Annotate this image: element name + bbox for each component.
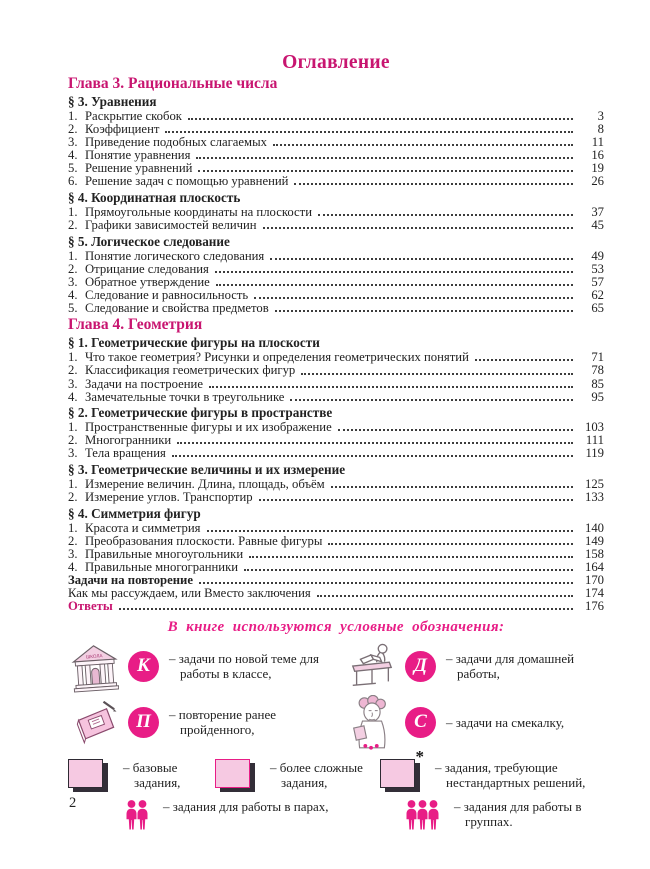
legend-text-nonstandard: – задания, требующие нестандартных решений, bbox=[435, 759, 586, 790]
toc-entry-page: 62 bbox=[591, 287, 604, 302]
toc-entry-page: 3 bbox=[597, 109, 604, 124]
toc-entry-number: 2. bbox=[68, 122, 78, 137]
toc-entry bbox=[68, 263, 604, 276]
toc-entry-page: 140 bbox=[584, 520, 604, 535]
legend-item-homework bbox=[345, 641, 604, 693]
notebook-icon bbox=[68, 701, 122, 745]
toc-entry bbox=[68, 378, 604, 391]
toc-entry bbox=[68, 548, 604, 561]
toc-entry bbox=[68, 522, 604, 535]
dotted-leader bbox=[249, 556, 573, 558]
toc-entry-title: Понятие логического следования bbox=[85, 248, 265, 263]
toc-entry bbox=[68, 302, 604, 315]
toc-entry-page: 53 bbox=[591, 261, 604, 276]
toc-entry-title: Следование и равносильность bbox=[85, 287, 249, 302]
toc-entry-number: 3. bbox=[68, 135, 78, 150]
toc-entry-number: 3. bbox=[68, 274, 78, 289]
toc-entry-number: 5. bbox=[68, 300, 78, 315]
toc-entry bbox=[68, 491, 604, 504]
dotted-leader bbox=[254, 297, 573, 299]
toc-entry-page: 103 bbox=[584, 420, 604, 435]
dotted-leader bbox=[275, 310, 573, 312]
chapter-heading: Глава 4. Геометрия bbox=[68, 316, 203, 334]
toc-entry-title: Отрицание следования bbox=[85, 261, 209, 276]
page-number: 2 bbox=[69, 795, 77, 811]
dotted-leader bbox=[273, 144, 573, 146]
toc-entry-title: Графики зависимостей величин bbox=[85, 217, 257, 232]
toc-entry-title: Решение уравнений bbox=[85, 161, 193, 176]
toc-entry-page: 170 bbox=[584, 572, 604, 587]
toc-entry-title: Пространственные фигуры и их изображение bbox=[85, 420, 332, 435]
legend-text-advanced: – более сложные задания, bbox=[270, 759, 363, 790]
legend-circle-grid bbox=[68, 641, 604, 751]
toc-entry-page: 65 bbox=[591, 300, 604, 315]
toc-entry-title: Приведение подобных слагаемых bbox=[85, 135, 267, 150]
toc-entry-number: 2. bbox=[68, 433, 78, 448]
toc-entry-number: 3. bbox=[68, 546, 78, 561]
toc-entry-page: 133 bbox=[584, 489, 604, 504]
toc-entry-title: Задачи на повторение bbox=[68, 572, 193, 587]
toc-entry-number: 1. bbox=[68, 109, 78, 124]
legend-heading: В книге используются условные обозначения: bbox=[167, 618, 505, 635]
toc-entry-title: Измерение величин. Длина, площадь, объём bbox=[85, 476, 325, 491]
toc-entry-page: 16 bbox=[591, 148, 604, 163]
toc-entry-page: 8 bbox=[597, 122, 604, 137]
toc-entry-title: Классификация геометрических фигур bbox=[85, 363, 296, 378]
dotted-leader bbox=[177, 442, 573, 444]
toc-entry-number: 2. bbox=[68, 489, 78, 504]
dotted-leader bbox=[294, 183, 573, 185]
legend-text-smart: – задачи на смекалку, bbox=[446, 714, 565, 730]
dotted-leader bbox=[318, 214, 573, 216]
dotted-leader bbox=[119, 608, 573, 610]
school-icon bbox=[68, 641, 122, 693]
dotted-leader bbox=[244, 569, 573, 571]
legend-text-homework: – задачи для домашней работы, bbox=[446, 651, 575, 681]
legend-item-smart bbox=[345, 695, 604, 751]
toc-entry bbox=[68, 219, 604, 232]
toc-entry-page: 119 bbox=[585, 446, 604, 461]
legend-letter-d: Д bbox=[405, 651, 436, 682]
toc-entry-page: 71 bbox=[591, 350, 604, 365]
legend bbox=[68, 619, 604, 835]
toc-entry-number: 4. bbox=[68, 389, 78, 404]
toc-entry-page: 45 bbox=[591, 217, 604, 232]
toc-entry-page: 26 bbox=[591, 174, 604, 189]
toc-entry-page: 78 bbox=[591, 363, 604, 378]
dotted-leader bbox=[165, 131, 573, 133]
dotted-leader bbox=[338, 429, 573, 431]
dotted-leader bbox=[207, 530, 574, 532]
dotted-leader bbox=[328, 543, 573, 545]
nonstandard-task-swatch-icon bbox=[380, 746, 424, 788]
toc-entry-title: Измерение углов. Транспортир bbox=[85, 489, 253, 504]
dotted-leader bbox=[198, 170, 573, 172]
dotted-leader bbox=[290, 399, 573, 401]
dotted-leader bbox=[270, 258, 573, 260]
toc-entry-page: 95 bbox=[591, 389, 604, 404]
legend-item-basic bbox=[68, 759, 215, 790]
legend-item-classwork bbox=[68, 641, 345, 693]
toc-entry bbox=[68, 535, 604, 548]
toc-entry bbox=[68, 478, 604, 491]
toc-entry-title: Ответы bbox=[68, 598, 113, 613]
section-heading: § 5. Логическое следование bbox=[68, 233, 230, 249]
toc-entry-page: 49 bbox=[591, 248, 604, 263]
table-of-contents bbox=[68, 76, 604, 613]
toc-entry-number: 6. bbox=[68, 174, 78, 189]
desk-icon bbox=[345, 641, 399, 693]
dotted-leader bbox=[199, 582, 573, 584]
dotted-leader bbox=[209, 386, 573, 388]
toc-entry-title: Многогранники bbox=[85, 433, 172, 448]
legend-text-classwork: – задачи по новой теме для работы в классе, bbox=[169, 651, 319, 681]
toc-entry-page: 11 bbox=[591, 135, 604, 150]
dotted-leader bbox=[172, 455, 573, 457]
toc-entry-page: 57 bbox=[591, 274, 604, 289]
toc-entry-title: Задачи на построение bbox=[85, 376, 203, 391]
toc-entry-title: Коэффициент bbox=[85, 122, 160, 137]
toc-entry bbox=[68, 574, 604, 587]
toc-entry-title: Решение задач с помощью уравнений bbox=[85, 174, 289, 189]
toc-entry-number: 1. bbox=[68, 476, 78, 491]
toc-entry-title: Прямоугольные координаты на плоскости bbox=[85, 204, 312, 219]
toc-entry-number: 1. bbox=[68, 204, 78, 219]
toc-entry-number: 2. bbox=[68, 217, 78, 232]
dotted-leader bbox=[196, 157, 573, 159]
toc-entry bbox=[68, 587, 604, 600]
legend-item-nonstandard bbox=[380, 746, 604, 790]
dotted-leader bbox=[317, 595, 573, 597]
toc-entry bbox=[68, 289, 604, 302]
toc-entry bbox=[68, 600, 604, 613]
toc-entry-page: 174 bbox=[584, 585, 604, 600]
toc-entry-title: Обратное утверждение bbox=[85, 274, 210, 289]
toc-entry-number: 2. bbox=[68, 261, 78, 276]
advanced-task-swatch-icon bbox=[215, 759, 250, 788]
dotted-leader bbox=[263, 227, 573, 229]
legend-text-review: – повторение ранее пройденного, bbox=[169, 707, 277, 737]
toc-entry-number: 1. bbox=[68, 520, 78, 535]
toc-entry-number: 4. bbox=[68, 287, 78, 302]
section-heading: § 3. Геометрические величины и их измерение bbox=[68, 461, 346, 477]
toc-entry-page: 111 bbox=[585, 433, 604, 448]
toc-entry-page: 164 bbox=[584, 559, 604, 574]
svg-text:ШКОЛА: ШКОЛА bbox=[85, 653, 103, 660]
toc-entry bbox=[68, 447, 604, 460]
toc-entry-title: Красота и симметрия bbox=[85, 520, 201, 535]
dotted-leader bbox=[216, 284, 573, 286]
toc-entry-number: 4. bbox=[68, 148, 78, 163]
asterisk-mark: * bbox=[415, 746, 424, 766]
toc-entry-number: 2. bbox=[68, 363, 78, 378]
dotted-leader bbox=[475, 359, 573, 361]
toc-entry-title: Замечательные точки в треугольнике bbox=[85, 389, 285, 404]
toc-entry-title: Преобразования плоскости. Равные фигуры bbox=[85, 533, 323, 548]
toc-entry bbox=[68, 276, 604, 289]
toc-entry-title: Что такое геометрия? Рисунки и определения геометрических понятий bbox=[85, 350, 469, 365]
toc-entry-number: 1. bbox=[68, 420, 78, 435]
toc-entry bbox=[68, 175, 604, 188]
toc-entry-number: 3. bbox=[68, 446, 78, 461]
dotted-leader bbox=[301, 373, 573, 375]
legend-letter-k: К bbox=[128, 651, 159, 682]
toc-entry-title: Правильные многоугольники bbox=[85, 546, 244, 561]
toc-entry-number: 1. bbox=[68, 350, 78, 365]
section-heading: § 4. Координатная плоскость bbox=[68, 189, 241, 205]
legend-item-pairs bbox=[68, 799, 345, 835]
toc-entry-title: Понятие уравнения bbox=[85, 148, 191, 163]
toc-entry bbox=[68, 561, 604, 574]
toc-entry-page: 158 bbox=[584, 546, 604, 561]
dotted-leader bbox=[188, 118, 573, 120]
toc-entry-number: 2. bbox=[68, 533, 78, 548]
legend-people-row bbox=[68, 799, 604, 835]
toc-entry-page: 85 bbox=[591, 376, 604, 391]
toc-entry-page: 125 bbox=[584, 476, 604, 491]
toc-entry-number: 3. bbox=[68, 376, 78, 391]
basic-task-swatch-icon bbox=[68, 759, 103, 788]
toc-entry-page: 176 bbox=[584, 598, 604, 613]
toc-entry-title: Раскрытие скобок bbox=[85, 109, 182, 124]
dotted-leader bbox=[331, 486, 573, 488]
toc-entry-page: 37 bbox=[591, 204, 604, 219]
toc-entry-title: Следование и свойства предметов bbox=[85, 300, 269, 315]
legend-item-review bbox=[68, 695, 345, 751]
legend-letter-s: С bbox=[405, 707, 436, 738]
toc-entry-page: 19 bbox=[591, 161, 604, 176]
section-heading: § 3. Уравнения bbox=[68, 94, 157, 110]
section-heading: § 4. Симметрия фигур bbox=[68, 505, 201, 521]
teacher-icon bbox=[345, 695, 399, 751]
legend-square-row bbox=[68, 746, 604, 790]
section-heading: § 1. Геометрические фигуры на плоскости bbox=[68, 335, 320, 351]
legend-text-groups: – задания для работы в группах. bbox=[454, 798, 582, 829]
legend-item-advanced bbox=[215, 759, 380, 790]
dotted-leader bbox=[259, 499, 573, 501]
legend-text-pairs: – задания для работы в парах, bbox=[163, 798, 329, 814]
toc-entry bbox=[68, 250, 604, 263]
toc-entry-title: Правильные многогранники bbox=[85, 559, 239, 574]
legend-text-basic: – базовые задания, bbox=[123, 759, 181, 790]
chapter-heading: Глава 3. Рациональные числа bbox=[68, 75, 278, 92]
toc-entry-number: 5. bbox=[68, 161, 78, 176]
toc-entry-page: 149 bbox=[584, 533, 604, 548]
toc-entry-number: 4. bbox=[68, 559, 78, 574]
toc-entry-title: Тела вращения bbox=[85, 446, 166, 461]
section-heading: § 2. Геометрические фигуры в пространстве bbox=[68, 405, 333, 421]
toc-entry bbox=[68, 391, 604, 404]
toc-entry-title: Как мы рассуждаем, или Вместо заключения bbox=[68, 585, 311, 600]
toc-entry bbox=[68, 364, 604, 377]
legend-letter-p: П bbox=[128, 707, 159, 738]
people-pair-icon bbox=[125, 800, 149, 835]
toc-entry-number: 1. bbox=[68, 248, 78, 263]
dotted-leader bbox=[215, 271, 573, 273]
legend-item-groups bbox=[345, 799, 604, 835]
people-group-icon bbox=[405, 800, 440, 835]
page-title: Оглавление bbox=[282, 52, 390, 73]
